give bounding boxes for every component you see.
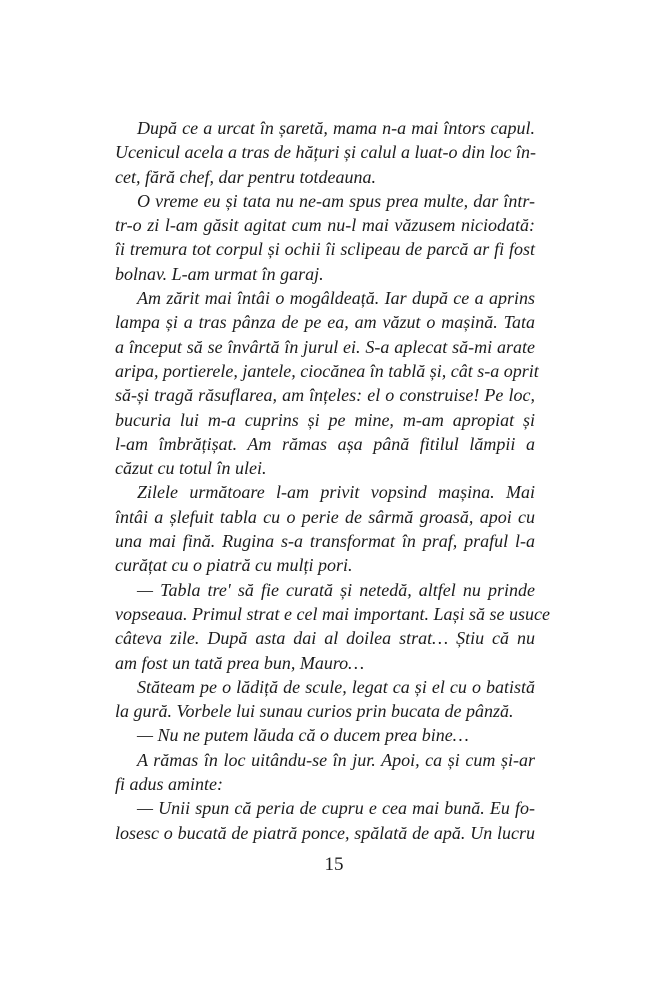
text-line: întâi a șlefuit tabla cu o perie de sârmă groasă, apoi cu <box>115 506 535 527</box>
text-line: Ucenicul acela a tras de hățuri și calul a luat-o din loc în- <box>115 142 536 163</box>
text-line: vopseaua. Primul strat e cel mai important. Lași să se usuce <box>115 603 550 624</box>
text-line: Zilele următoare l-am privit vopsind mașina. Mai <box>137 482 535 503</box>
text-line: fi adus aminte: <box>115 774 223 795</box>
text-line: tr-o zi l-am găsit agitat cum nu-l mai văzusem niciodată: <box>115 215 535 236</box>
text-line: — Nu ne putem lăuda că o ducem prea bine… <box>137 725 469 746</box>
text-line: una mai fină. Rugina s-a transformat în praf, praful l-a <box>115 531 535 552</box>
text-line: O vreme eu și tata nu ne-am spus prea multe, dar într- <box>137 190 535 211</box>
text-line: căzut cu totul în ulei. <box>115 458 267 479</box>
text-line: lampa și a tras pânza de pe ea, am văzut o mașină. Tata <box>115 312 535 333</box>
page-number: 15 <box>324 854 344 875</box>
text-line: După ce a urcat în șaretă, mama n-a mai întors capul. <box>137 118 535 138</box>
text-line: A rămas în loc uitându-se în jur. Apoi, ca și cum și-ar <box>137 749 535 770</box>
text-line: a început să se învârtă în jurul ei. S-a aplecat să-mi arate <box>115 336 535 357</box>
text-line: Am zărit mai întâi o mogâldeață. Iar după ce a aprins <box>137 288 535 309</box>
book-page-body <box>115 116 550 845</box>
text-line: cet, fără chef, dar pentru totdeauna. <box>115 166 376 187</box>
text-line: losesc o bucată de piatră ponce, spălată de apă. Un lucru <box>115 822 535 843</box>
text-line: — Tabla tre' să fie curată și netedă, altfel nu prinde <box>137 579 535 600</box>
text-line: să-și tragă răsuflarea, am înțeles: el o construise! Pe loc, <box>115 385 535 406</box>
text-line: am fost un tată prea bun, Mauro… <box>115 652 365 673</box>
text-line: bolnav. L-am urmat în garaj. <box>115 263 324 284</box>
text-line: Stăteam pe o lădiță de scule, legat ca și el cu o batistă <box>137 676 535 697</box>
text-line: aripa, portierele, jantele, ciocănea în tablă și, cât s-a oprit <box>115 360 539 381</box>
text-line: îi tremura tot corpul și ochii îi sclipeau de parcă ar fi fost <box>115 239 535 260</box>
text-line: la gură. Vorbele lui sunau curios prin bucata de pânză. <box>115 701 514 722</box>
text-line: câteva zile. După asta dai al doilea strat… Știu că nu <box>115 628 535 649</box>
text-line: — Unii spun că peria de cupru e cea mai bună. Eu fo- <box>137 798 535 819</box>
text-line: bucuria lui m-a cuprins și pe mine, m-am apropiat și <box>115 409 535 430</box>
text-line: curățat cu o piatră cu mulți pori. <box>115 555 353 576</box>
text-line: l-am îmbrățișat. Am rămas așa până fitilul lămpii a <box>115 433 535 454</box>
